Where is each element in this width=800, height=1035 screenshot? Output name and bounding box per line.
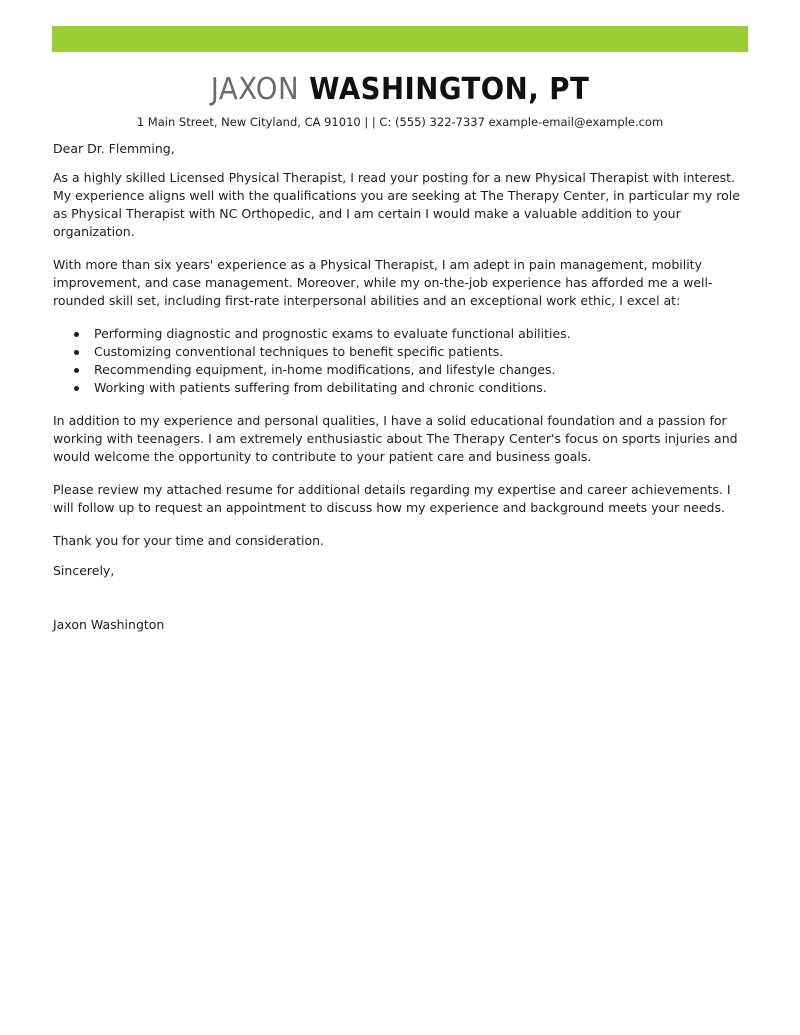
salutation: Dear Dr. Flemming, xyxy=(53,141,175,156)
closing: Sincerely, xyxy=(53,563,115,578)
contact-info: 1 Main Street, New Cityland, CA 91010 | | C: (555) 322-7337 example-email@example.com xyxy=(136,115,664,129)
skill-text: Recommending equipment, in-home modifications, and lifestyle changes. xyxy=(94,362,556,377)
bullet-icon xyxy=(74,368,79,373)
bullet-icon xyxy=(74,350,79,355)
skill-text: Working with patients suffering from debilitating and chronic conditions. xyxy=(94,380,547,395)
paragraph-follow-up: Please review my attached resume for additional details regarding my expertise and career achievements. I will follow up to request an appointment to discuss how my experience and background meets your needs. xyxy=(53,482,731,515)
name-first: JAXON xyxy=(210,72,300,107)
letter-body xyxy=(53,140,753,649)
skills-list xyxy=(53,325,753,397)
paragraph-education: In addition to my experience and personal qualities, I have a solid educational foundation and a passion for working with teenagers. I am extremely enthusiastic about The Therapy Center's focus on sports injuries and would welcome the opportunity to contribute to your patient care and business goals. xyxy=(53,413,738,464)
skill-text: Customizing conventional techniques to benefit specific patients. xyxy=(94,344,504,359)
bullet-icon xyxy=(74,332,79,337)
skill-text: Performing diagnostic and prognostic exams to evaluate functional abilities. xyxy=(94,326,571,341)
list-item xyxy=(94,361,753,379)
header-accent-bar xyxy=(52,26,748,52)
thanks-line: Thank you for your time and consideration. xyxy=(53,533,325,548)
signature: Jaxon Washington xyxy=(53,617,165,632)
list-item xyxy=(94,379,753,397)
bullet-icon xyxy=(74,386,79,391)
applicant-name-heading xyxy=(32,72,768,108)
paragraph-intro: As a highly skilled Licensed Physical Therapist, I read your posting for a new Physical Therapist with interest. My experience aligns well with the qualifications you are seeking at The Therapy Center, in particular my role as Physical Therapist with NC Orthopedic, and I am certain I would make a valuable addition to your organization. xyxy=(53,170,740,239)
name-last: WASHINGTON, PT xyxy=(309,72,590,107)
list-item xyxy=(94,325,753,343)
list-item xyxy=(94,343,753,361)
paragraph-experience: With more than six years' experience as a Physical Therapist, I am adept in pain management, mobility improvement, and case management. Moreover, while my on-the-job experience has afforded me a well-rounded skill set, including first-rate interpersonal abilities and an exceptional work ethic, I excel at: xyxy=(53,257,713,308)
